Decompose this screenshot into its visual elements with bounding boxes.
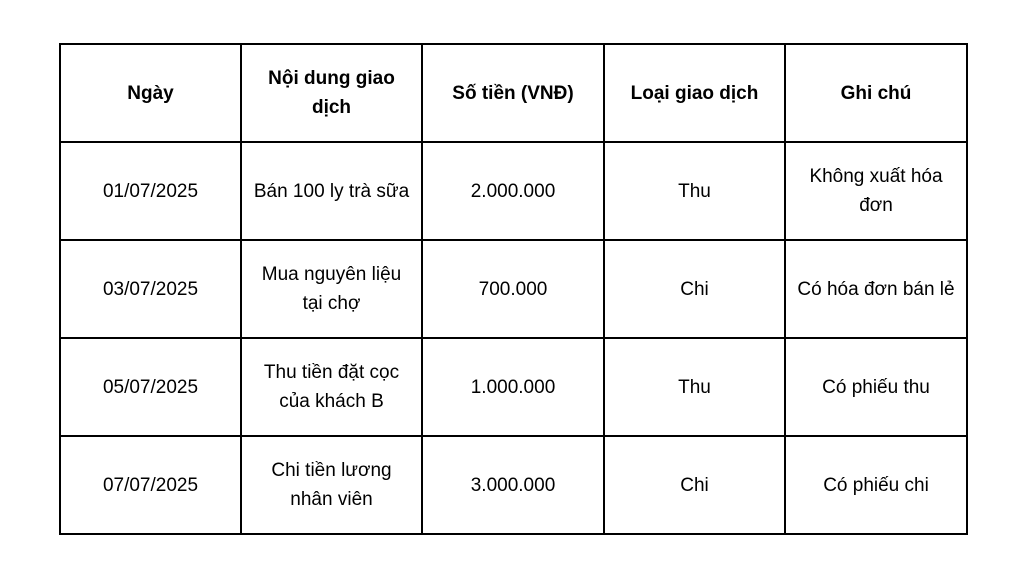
cell-type: Thu [604,338,785,436]
header-note: Ghi chú [785,44,967,142]
cell-description: Bán 100 ly trà sữa [241,142,422,240]
cell-description: Thu tiền đặt cọc của khách B [241,338,422,436]
table-row [60,436,967,534]
cell-date: 01/07/2025 [60,142,241,240]
cell-note: Không xuất hóa đơn [785,142,967,240]
header-amount: Số tiền (VNĐ) [422,44,604,142]
cell-date: 07/07/2025 [60,436,241,534]
cell-amount: 700.000 [422,240,604,338]
cell-amount: 3.000.000 [422,436,604,534]
cell-note: Có phiếu thu [785,338,967,436]
cell-note: Có phiếu chi [785,436,967,534]
header-description: Nội dung giao dịch [241,44,422,142]
cell-description: Chi tiền lương nhân viên [241,436,422,534]
cell-date: 05/07/2025 [60,338,241,436]
transaction-table [59,43,968,535]
cell-amount: 2.000.000 [422,142,604,240]
table-row [60,142,967,240]
cell-amount: 1.000.000 [422,338,604,436]
table-row [60,338,967,436]
cell-type: Chi [604,436,785,534]
table-header-row [60,44,967,142]
cell-description: Mua nguyên liệu tại chợ [241,240,422,338]
header-date: Ngày [60,44,241,142]
cell-type: Thu [604,142,785,240]
cell-note: Có hóa đơn bán lẻ [785,240,967,338]
cell-type: Chi [604,240,785,338]
header-type: Loại giao dịch [604,44,785,142]
cell-date: 03/07/2025 [60,240,241,338]
table-row [60,240,967,338]
